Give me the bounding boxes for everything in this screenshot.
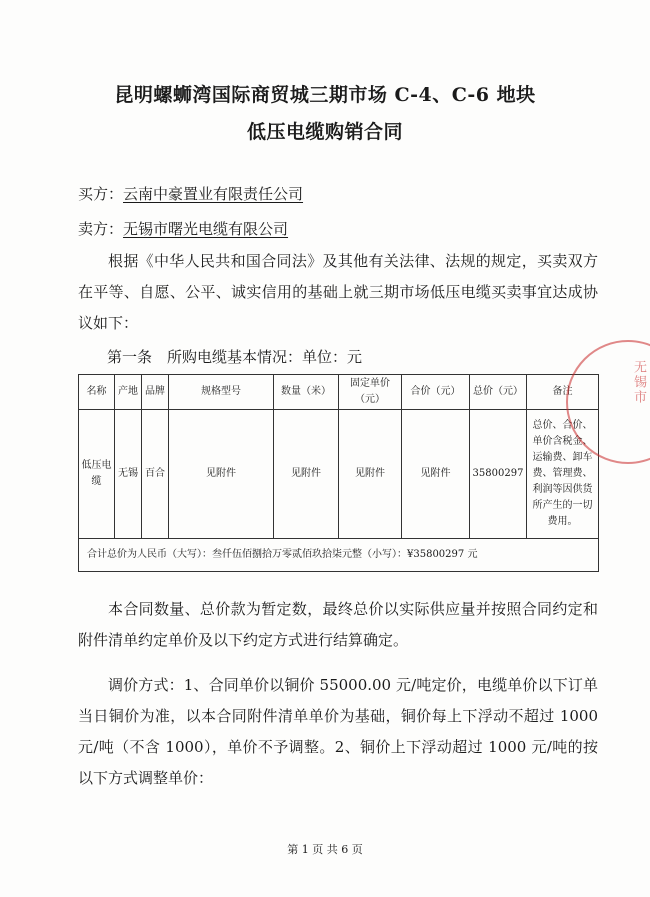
cell-note: 总价、合价、单价含税金、运输费、卸车费、管理费、利润等因供货所产生的一切费用。: [527, 410, 599, 539]
header-note: 备注: [527, 375, 599, 410]
table-header-row: [79, 375, 599, 410]
seller-label: 卖方：: [78, 220, 124, 238]
intro-paragraph: 根据《中华人民共和国合同法》及其他有关法律、法规的规定，买卖双方在平等、自愿、公平、诚实信用的基础上就三期市场低压电缆买卖事宜达成协议如下：: [78, 252, 598, 332]
cell-name: 低压电缆: [79, 410, 115, 539]
seller-name: 无锡市曙光电缆有限公司: [123, 220, 289, 238]
cell-unit-price: 见附件: [339, 410, 402, 539]
header-brand: 品牌: [142, 375, 169, 410]
header-unit-price: 固定单价（元）: [339, 375, 402, 410]
seller-line: [78, 218, 288, 239]
cell-spec: 见附件: [169, 410, 274, 539]
document-subtitle: 低压电缆购销合同: [246, 121, 403, 143]
table-sum-row: [79, 539, 599, 572]
cell-total: 35800297: [470, 410, 527, 539]
header-total: 总价（元）: [470, 375, 527, 410]
header-origin: 产地: [115, 375, 142, 410]
buyer-name: 云南中豪置业有限责任公司: [123, 185, 304, 203]
cell-qty: 见附件: [274, 410, 339, 539]
cell-subtotal: 见附件: [402, 410, 470, 539]
sum-line: 合计总价为人民币（大写）：叁仟伍佰捌拾万零贰佰玖拾柒元整（小写）：¥35800297 元: [79, 539, 599, 572]
seal-stamp-text: 无锡市: [631, 360, 646, 405]
clause-1-heading: 第一条 所购电缆基本情况：单位：元: [107, 348, 363, 366]
buyer-line: [78, 183, 303, 204]
header-subtotal: 合价（元）: [402, 375, 470, 410]
header-name: 名称: [79, 375, 115, 410]
header-spec: 规格型号: [169, 375, 274, 410]
cell-brand: 百合: [142, 410, 169, 539]
price-adjust-paragraph: 调价方式：1、合同单价以铜价 55000.00 元/吨定价，电缆单价以下订单当日铜价为准，以本合同附件清单单价为基础，铜价每上下浮动不超过 1000 元/吨（不含 1000），单价不予调整。2、铜价上下浮动超过 1000 元/吨的按以下方式调整单价：: [78, 676, 598, 787]
header-qty: 数量（米）: [274, 375, 339, 410]
document-title: 昆明螺蛳湾国际商贸城三期市场 C-4、C-6 地块: [114, 84, 536, 106]
table-row: [79, 410, 599, 539]
quantity-paragraph: 本合同数量、总价款为暂定数，最终总价以实际供应量并按照合同约定和附件清单约定单价及以下约定方式进行结算确定。: [78, 600, 598, 649]
cell-origin: 无锡: [115, 410, 142, 539]
buyer-label: 买方：: [78, 185, 124, 203]
page-footer: 第 1 页 共 6 页: [287, 843, 363, 856]
cable-spec-table: [78, 374, 599, 572]
